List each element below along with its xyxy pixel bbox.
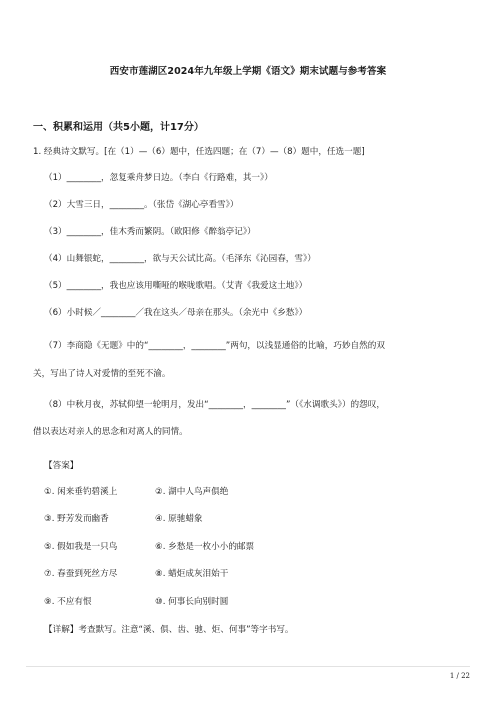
answer-item: ⑥. 乡愁是一枚小小的邮票 — [155, 542, 255, 552]
question-item-8-line1: （8）中秋月夜，苏轼仰望一轮明月，发出“________，________”（《水调歌头》）的怨叹， — [44, 400, 385, 410]
answer-item: ①. 闲来垂钓碧溪上 — [44, 487, 118, 497]
answer-detail: 【详解】考查默写。注意“溪、俱、齿、驰、炬、何事”等字书写。 — [44, 625, 294, 635]
question-stem: 1. 经典诗文默写。[在（1）—（6）题中，任选四题；在（7）—（8）题中，任选一题] — [33, 147, 365, 157]
question-item-2: （2）大雪三日，________。（张岱《湖心亭看雪》） — [44, 200, 239, 210]
answer-item: ⑧. 蜡炬成灰泪始干 — [155, 569, 229, 579]
page-number: 1 / 22 — [449, 672, 470, 680]
question-item-6: （6）小时候／________／我在这头／母亲在那头。（余光中《乡愁》） — [44, 308, 308, 318]
section-heading: 一、积累和运用（共5小题，计17分） — [33, 122, 204, 133]
question-item-5: （5）________，我也应该用嘶哑的喉咙歌唱。（艾青《我爱这土地》） — [44, 281, 308, 291]
answer-item: ⑦. 春蚕到死丝方尽 — [44, 569, 118, 579]
question-item-7-line1: （7）李商隐《无题》中的“________，________”两句，以浅显通俗的比喻，巧妙自然的双 — [44, 341, 385, 351]
answer-item: ⑩. 何事长向别时圆 — [155, 597, 229, 607]
footer-divider — [26, 666, 470, 667]
question-item-1: （1）________，忽复乘舟梦日边。（李白《行路难，其一》） — [44, 173, 273, 183]
question-item-8-line2: 借以表达对亲人的思念和对离人的同情。 — [33, 427, 188, 437]
answer-item: ④. 原驰蜡象 — [155, 514, 203, 524]
question-item-3: （3）________，佳木秀而繁阴。（欧阳修《醉翁亭记》） — [44, 227, 256, 237]
answer-label: 【答案】 — [44, 461, 79, 471]
answer-item: ⑨. 不应有恨 — [44, 597, 92, 607]
question-item-4: （4）山舞银蛇，________，欲与天公试比高。（毛泽东《沁园春，雪》） — [44, 254, 316, 264]
document-title: 西安市莲湖区2024年九年级上学期《语文》期末试题与参考答案 — [109, 66, 387, 77]
answer-item: ②. 湖中人鸟声俱绝 — [155, 487, 229, 497]
answer-item: ③. 野芳发而幽香 — [44, 514, 109, 524]
answer-item: ⑤. 假如我是一只鸟 — [44, 542, 118, 552]
question-item-7-line2: 关，写出了诗人对爱情的至死不渝。 — [33, 369, 171, 379]
